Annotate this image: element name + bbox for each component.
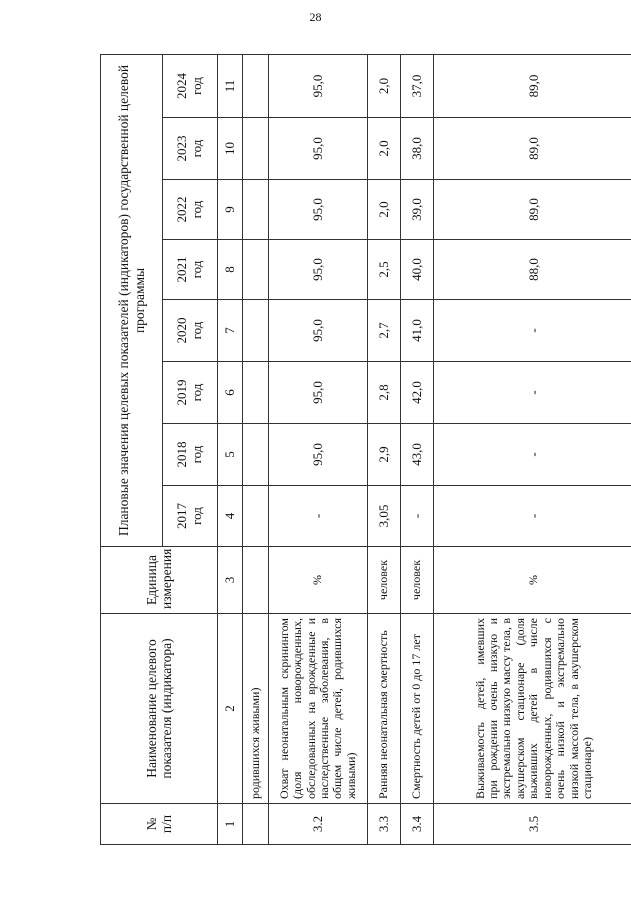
row-value: 89,0 — [434, 118, 631, 180]
row-value: 95,0 — [269, 54, 368, 117]
row-name: Охват неонатальным скринингом (доля новорожденных, обследованных на врожденные и наследственные заболевания, в общем числе детей, родившихся живыми) — [269, 614, 368, 804]
row-num: 3.4 — [401, 804, 434, 845]
page-number: 28 — [309, 10, 322, 24]
col-number: 5 — [218, 424, 243, 486]
row-name: Выживаемость детей, имевших при рождении очень низкую и экстремально низкую массу тела, в акушерском стационаре (доля выживших детей в числе новорожденных, родившихся с очень низкой и экстремально низкой массой тела, в акушерском стационаре) — [434, 614, 631, 804]
col-number: 10 — [218, 118, 243, 180]
row-value: 95,0 — [269, 424, 368, 486]
row-value: 2,0 — [368, 118, 401, 180]
header-year: 2020 год — [163, 300, 218, 362]
rotated-table-wrapper — [100, 55, 631, 845]
col-number: 4 — [218, 486, 243, 547]
col-number: 11 — [218, 54, 243, 117]
row-unit — [243, 547, 269, 614]
row-value: 2,5 — [368, 240, 401, 300]
row-value: 2,7 — [368, 300, 401, 362]
row-name: Ранняя неонатальная смертность — [368, 614, 401, 804]
row-value: 39,0 — [401, 180, 434, 240]
row-value: - — [434, 300, 631, 362]
target-indicators-table — [100, 54, 631, 845]
row-value: 3,05 — [368, 486, 401, 547]
header-year: 2024 год — [163, 54, 218, 117]
row-value: 2,8 — [368, 362, 401, 424]
row-unit: % — [434, 547, 631, 614]
row-value: 2,0 — [368, 180, 401, 240]
col-number: 7 — [218, 300, 243, 362]
row-num: 3.5 — [434, 804, 631, 845]
col-number: 1 — [218, 804, 243, 845]
col-number: 2 — [218, 614, 243, 804]
row-value: 42,0 — [401, 362, 434, 424]
row-num: 3.2 — [269, 804, 368, 845]
header-unit: Единица измерения — [101, 547, 218, 614]
row-value: 38,0 — [401, 118, 434, 180]
row-value: 43,0 — [401, 424, 434, 486]
header-name: Наименование целевого показателя (индикатора) — [101, 614, 218, 804]
col-number: 6 — [218, 362, 243, 424]
row-value: 40,0 — [401, 240, 434, 300]
row-value: 37,0 — [401, 54, 434, 117]
table-row — [243, 54, 269, 844]
col-number: 9 — [218, 180, 243, 240]
row-num: 3.3 — [368, 804, 401, 845]
col-number: 3 — [218, 547, 243, 614]
table-row — [368, 54, 401, 844]
row-value: 95,0 — [269, 240, 368, 300]
row-name: Смертность детей от 0 до 17 лет — [401, 614, 434, 804]
header-year: 2022 год — [163, 180, 218, 240]
row-value: - — [401, 486, 434, 547]
row-value: 95,0 — [269, 180, 368, 240]
row-value: - — [269, 486, 368, 547]
row-value: - — [434, 424, 631, 486]
row-value: - — [434, 486, 631, 547]
row-value: 95,0 — [269, 300, 368, 362]
row-value: 89,0 — [434, 54, 631, 117]
row-unit: % — [269, 547, 368, 614]
row-value: 41,0 — [401, 300, 434, 362]
row-value: 95,0 — [269, 118, 368, 180]
row-value: 2,9 — [368, 424, 401, 486]
header-plan: Плановые значения целевых показателей (индикаторов) государственной целевой программы — [101, 54, 163, 546]
header-year: 2019 год — [163, 362, 218, 424]
row-value: 88,0 — [434, 240, 631, 300]
table-row — [434, 54, 631, 844]
header-num: № п/п — [101, 804, 218, 845]
row-unit: человек — [368, 547, 401, 614]
header-year: 2021 год — [163, 240, 218, 300]
header-year: 2017 год — [163, 486, 218, 547]
row-num — [243, 804, 269, 845]
col-number: 8 — [218, 240, 243, 300]
header-year: 2023 год — [163, 118, 218, 180]
column-number-row — [218, 54, 243, 844]
row-value: 2,0 — [368, 54, 401, 117]
row-name: родившихся живыми) — [243, 614, 269, 804]
row-value: 95,0 — [269, 362, 368, 424]
header-year: 2018 год — [163, 424, 218, 486]
table-row — [269, 54, 368, 844]
row-value: - — [434, 362, 631, 424]
row-value: 89,0 — [434, 180, 631, 240]
row-unit: человек — [401, 547, 434, 614]
table-row — [401, 54, 434, 844]
